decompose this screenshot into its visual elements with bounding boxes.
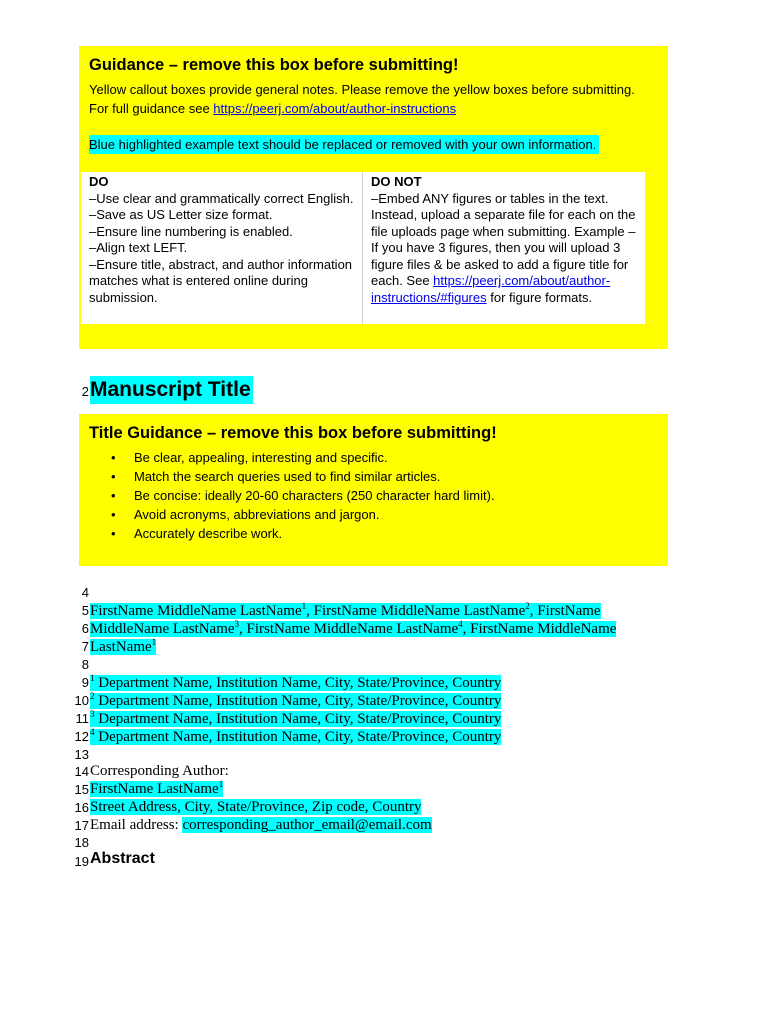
line-number: 18 [74, 835, 89, 850]
author-line: MiddleName LastName$^3$, FirstName MiddleName LastName$^4$, FirstName MiddleName [90, 619, 617, 637]
line-number: 4 [81, 585, 89, 600]
do-column [81, 172, 363, 324]
manuscript-title: Manuscript Title [90, 376, 253, 404]
affiliation-line: $^3$ Department Name, Institution Name, City, State/Province, Country [90, 709, 502, 727]
abstract-heading: Abstract [90, 850, 155, 867]
bullet-icon: • [111, 526, 116, 541]
do-item: –Ensure title, abstract, and author information matches what is entered online during submission. [89, 256, 353, 305]
affiliation-line: $^4$ Department Name, Institution Name, City, State/Province, Country [90, 727, 502, 745]
bullet-icon: • [111, 469, 116, 484]
line-number: 6 [81, 621, 89, 636]
corresponding-address: Street Address, City, State/Province, Zip code, Country [90, 799, 422, 815]
line-number: 11 [75, 711, 89, 726]
list-item: • Avoid acronyms, abbreviations and jargon. [111, 507, 380, 522]
line-number: 15 [74, 782, 89, 797]
line-number: 12 [74, 729, 89, 744]
donot-column [363, 172, 645, 324]
do-item: –Ensure line numbering is enabled. [89, 223, 293, 239]
line-number: 9 [81, 675, 89, 690]
line-number: 14 [74, 764, 89, 779]
bullet-icon: • [111, 450, 116, 465]
line-number: 5 [81, 603, 89, 618]
affiliation-line: $^2$ Department Name, Institution Name, City, State/Province, Country [90, 691, 502, 709]
guidance-title: Guidance – remove this box before submitting! [89, 56, 459, 74]
line-number: 13 [74, 747, 89, 762]
line-number: 17 [74, 818, 89, 833]
list-item: • Be clear, appealing, interesting and specific. [111, 450, 388, 465]
author-line: FirstName MiddleName LastName$^1$, FirstName MiddleName LastName$^2$, FirstName [90, 601, 601, 619]
donot-text: –Embed ANY figures or tables in the text. Instead, upload a separate file for each on the file uploads page when submitting. Example – If you have 3 figures, then you will upload 3 figure files & be asked to add a figure title for each. See [371, 190, 636, 288]
do-item: –Use clear and grammatically correct English. [89, 190, 354, 206]
blue-highlight-note: Blue highlighted example text should be replaced or removed with your own information. [89, 135, 599, 154]
line-number: 2 [81, 384, 89, 399]
line-number: 7 [81, 639, 89, 654]
corresponding-email: corresponding_author_email@email.com [182, 817, 432, 833]
figures-instructions-link[interactable]: https://peerj.com/about/author-instructions/#figures [371, 273, 611, 305]
author-line: LastName$^1$ [90, 637, 157, 655]
guidance-body: Yellow callout boxes provide general notes. Please remove the yellow boxes before submitting. For full guidance see https://peerj.com/about/author-instructions [89, 82, 635, 116]
affiliation-line: $^1$ Department Name, Institution Name, City, State/Province, Country [90, 673, 502, 691]
donot-tail: for figure formats. [486, 289, 593, 305]
list-item: • Be concise: ideally 20-60 characters (250 character hard limit). [111, 488, 495, 503]
line-number: 10 [74, 693, 89, 708]
line-number: 16 [74, 800, 89, 815]
title-guidance-title: Title Guidance – remove this box before submitting! [89, 424, 497, 442]
corresponding-name: FirstName LastName$^1$ [90, 779, 224, 797]
list-item: • Accurately describe work. [111, 526, 283, 541]
bullet-icon: • [111, 507, 116, 522]
do-item: –Align text LEFT. [89, 240, 188, 255]
do-header: DO [89, 174, 109, 189]
line-number: 19 [74, 854, 89, 869]
corresponding-email-line: Email address: corresponding_author_email@email.com [90, 817, 432, 833]
title-guidance-callout [79, 414, 668, 566]
line-number: 8 [81, 657, 89, 672]
title-guidance-list [89, 448, 495, 543]
author-instructions-link[interactable]: https://peerj.com/about/author-instructions [213, 101, 457, 116]
do-item: –Save as US Letter size format. [89, 207, 273, 222]
donot-header: DO NOT [371, 174, 422, 189]
do-donot-table [81, 172, 645, 324]
list-item: • Match the search queries used to find similar articles. [111, 469, 441, 484]
corresponding-label: Corresponding Author: [90, 763, 229, 779]
bullet-icon: • [111, 488, 116, 503]
